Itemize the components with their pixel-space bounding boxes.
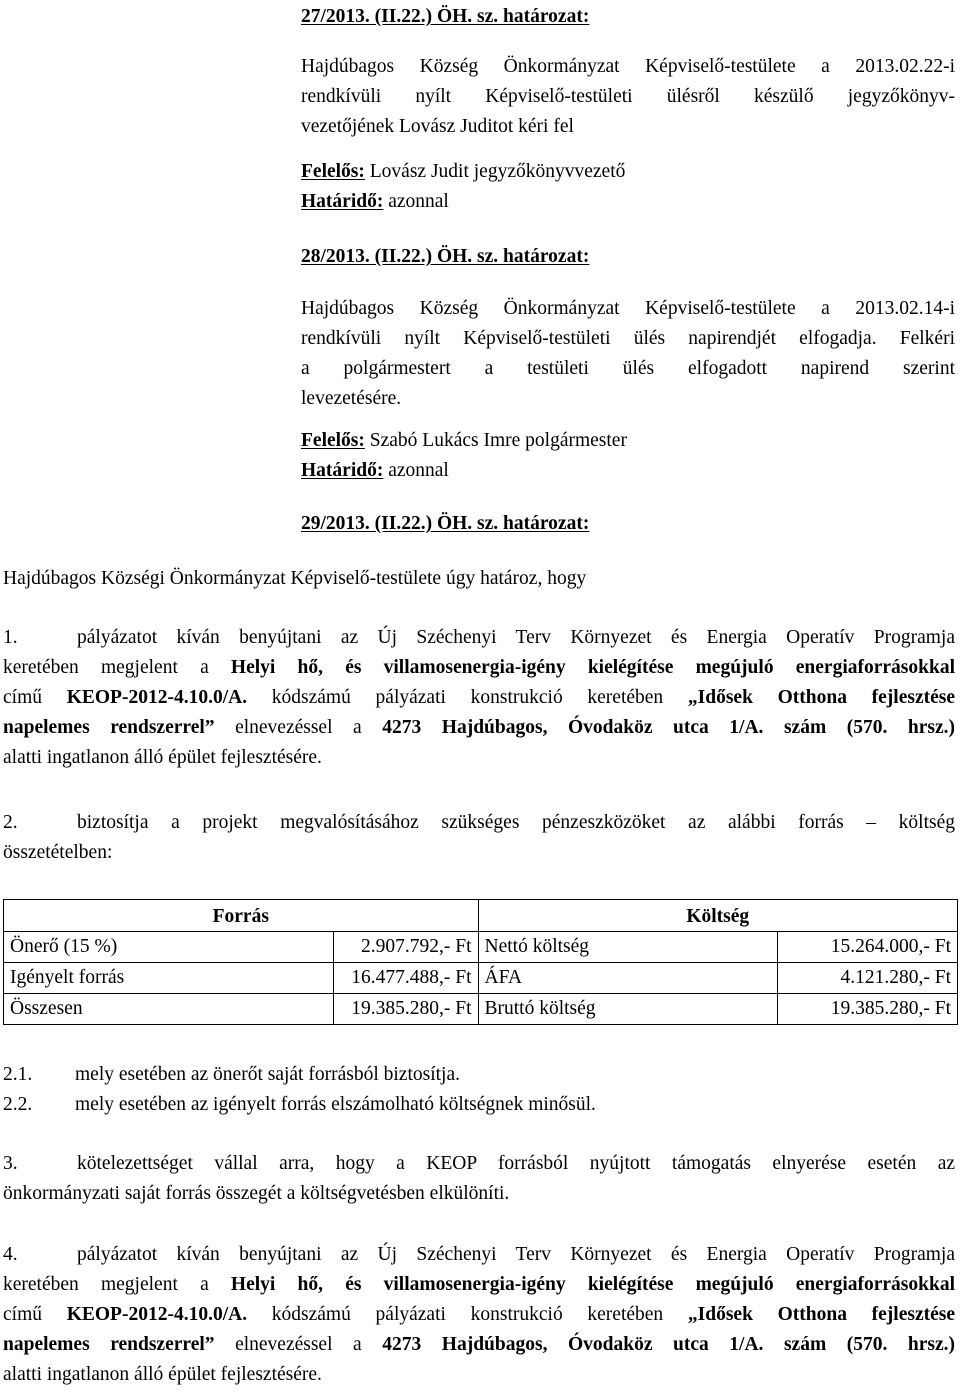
sub-item-number: 2.1. xyxy=(3,1064,33,1085)
resolution-28-heading xyxy=(301,242,955,272)
table-cell: Bruttó költség xyxy=(478,994,778,1025)
program-code: KEOP-2012-4.10.0/A. xyxy=(66,687,248,708)
sub-item-text: mely esetében az igényelt forrás elszámolható költségnek minősül. xyxy=(75,1094,596,1115)
table-cell: 4.121.280,- Ft xyxy=(778,963,958,994)
resolution-27-body xyxy=(301,52,955,142)
table-cell: ÁFA xyxy=(478,963,778,994)
table-header-row xyxy=(4,900,958,932)
project-title: „Idősek Otthona fejlesztése xyxy=(687,1304,956,1325)
resolution-28-line: Hajdúbagos Község Önkormányzat Képviselő-testülete a 2013.02.14-i xyxy=(301,298,955,319)
table-cell: 2.907.792,- Ft xyxy=(333,932,478,963)
item-text: című xyxy=(3,687,67,708)
program-title: Helyi hő, és villamosenergia-igény kielégítése megújuló energiaforrásokkal xyxy=(230,1274,955,1295)
table-header-cost: Költség xyxy=(478,900,958,932)
responsible-value: Lovász Judit jegyzőkönyvvezető xyxy=(369,161,626,182)
resolution-28-responsible xyxy=(301,426,955,486)
item-3 xyxy=(3,1149,955,1209)
table-cell: 15.264.000,- Ft xyxy=(778,932,958,963)
resolution-29-intro-text: Hajdúbagos Községi Önkormányzat Képviselő-testülete úgy határoz, hogy xyxy=(3,568,587,589)
item-number: 3. xyxy=(3,1153,18,1174)
property-address: 4273 Hajdúbagos, Óvodaköz utca 1/A. szám (570. hrsz.) xyxy=(382,717,956,738)
program-code: KEOP-2012-4.10.0/A. xyxy=(66,1304,248,1325)
table-row xyxy=(4,963,958,994)
table-cell: 19.385.280,- Ft xyxy=(333,994,478,1025)
deadline-label: Határidő: xyxy=(301,460,384,481)
sub-item-number: 2.2. xyxy=(3,1094,33,1115)
table-header-source: Forrás xyxy=(4,900,479,932)
item-2 xyxy=(3,808,955,868)
resolution-27-heading xyxy=(301,2,955,32)
deadline-value: azonnal xyxy=(388,191,449,212)
table-cell: Összesen xyxy=(4,994,334,1025)
resolution-29-heading-text: 29/2013. (II.22.) ÖH. sz. határozat: xyxy=(301,513,590,534)
deadline-value: azonnal xyxy=(388,460,449,481)
item-text: pályázatot kíván benyújtani az Új Széchenyi Terv Környezet és Energia Operatív Programja xyxy=(77,627,955,648)
table-cell: 16.477.488,- Ft xyxy=(333,963,478,994)
responsible-value: Szabó Lukács Imre polgármester xyxy=(369,430,627,451)
resolution-28-line: levezetésére. xyxy=(301,388,402,409)
resolution-28-line: rendkívüli nyílt Képviselő-testületi ülés napirendjét elfogadja. Felkéri xyxy=(301,328,955,349)
item-text: kódszámú pályázati konstrukció keretében xyxy=(247,1304,688,1325)
deadline-label: Határidő: xyxy=(301,191,384,212)
resolution-27-heading-text: 27/2013. (II.22.) ÖH. sz. határozat: xyxy=(301,6,590,27)
resolution-27-line: rendkívüli nyílt Képviselő-testületi ülésről készülő jegyzőkönyv- xyxy=(301,86,955,107)
table-cell: 19.385.280,- Ft xyxy=(778,994,958,1025)
property-address: 4273 Hajdúbagos, Óvodaköz utca 1/A. szám (570. hrsz.) xyxy=(382,1334,956,1355)
item-text: összetételben: xyxy=(3,842,113,863)
item-text: alatti ingatlanon álló épület fejlesztésére. xyxy=(3,1364,322,1385)
item-number: 4. xyxy=(3,1244,18,1265)
item-1 xyxy=(3,623,955,773)
item-text: elnevezéssel a xyxy=(214,717,383,738)
item-text: önkormányzati saját forrás összegét a költségvetésben elkülöníti. xyxy=(3,1183,510,1204)
responsible-label: Felelős: xyxy=(301,430,365,451)
item-text: elnevezéssel a xyxy=(214,1334,383,1355)
resolution-28-body xyxy=(301,294,955,414)
resolution-29-heading xyxy=(301,509,955,539)
project-title: napelemes rendszerrel” xyxy=(3,1334,215,1355)
item-number: 2. xyxy=(3,812,18,833)
table-row xyxy=(4,994,958,1025)
item-text: alatti ingatlanon álló épület fejlesztésére. xyxy=(3,747,322,768)
item-text: kódszámú pályázati konstrukció keretében xyxy=(247,687,688,708)
resolution-27-responsible xyxy=(301,157,955,217)
sub-item-text: mely esetében az önerőt saját forrásból biztosítja. xyxy=(75,1064,460,1085)
sub-items xyxy=(3,1060,955,1120)
item-text: pályázatot kíván benyújtani az Új Széchenyi Terv Környezet és Energia Operatív Programja xyxy=(77,1244,955,1265)
resolution-27-line: Hajdúbagos Község Önkormányzat Képviselő-testülete a 2013.02.22-i xyxy=(301,56,955,77)
table-row xyxy=(4,932,958,963)
item-4 xyxy=(3,1240,955,1390)
resolution-29-intro xyxy=(3,564,955,594)
responsible-label: Felelős: xyxy=(301,161,365,182)
project-title: napelemes rendszerrel” xyxy=(3,717,215,738)
cost-table xyxy=(3,899,958,1025)
resolution-27-line: vezetőjének Lovász Juditot kéri fel xyxy=(301,116,574,137)
resolution-28-line: a polgármestert a testületi ülés elfogadott napirend szerint xyxy=(301,358,955,379)
table-cell: Nettó költség xyxy=(478,932,778,963)
item-text: keretében megjelent a xyxy=(3,1274,231,1295)
item-text: című xyxy=(3,1304,67,1325)
item-number: 1. xyxy=(3,627,18,648)
table-cell: Önerő (15 %) xyxy=(4,932,334,963)
item-text: biztosítja a projekt megvalósításához szükséges pénzeszközöket az alábbi forrás – költség xyxy=(77,812,955,833)
table-cell: Igényelt forrás xyxy=(4,963,334,994)
program-title: Helyi hő, és villamosenergia-igény kielégítése megújuló energiaforrásokkal xyxy=(230,657,955,678)
project-title: „Idősek Otthona fejlesztése xyxy=(687,687,956,708)
resolution-28-heading-text: 28/2013. (II.22.) ÖH. sz. határozat: xyxy=(301,246,590,267)
item-text: keretében megjelent a xyxy=(3,657,231,678)
item-text: kötelezettséget vállal arra, hogy a KEOP forrásból nyújtott támogatás elnyerése esetén az xyxy=(77,1153,955,1174)
